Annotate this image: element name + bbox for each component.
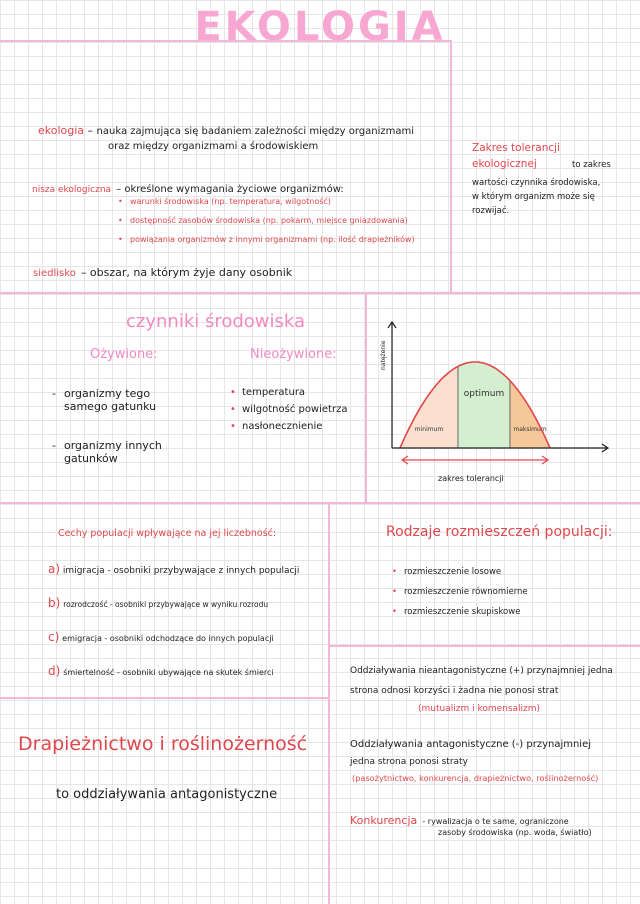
competition-term: Konkurencja <box>350 814 418 827</box>
ekologia-def-1: nauka zajmująca się badaniem zależności między organizmami <box>96 126 415 137</box>
distribution-heading: Rodzaje rozmieszczeń populacji: <box>386 524 613 540</box>
zone-label: minimum <box>414 426 444 433</box>
tolerance-def-3: w którym organizm może się <box>472 192 595 202</box>
nisza-term: nisza ekologiczna <box>32 185 112 195</box>
list-item: • powiązania organizmów z innymi organizmami (np. ilość drapieżników) <box>118 230 415 249</box>
list-item: b) rozrodczość - osobniki przybywające w wyniku rozrodu <box>48 596 269 610</box>
distribution-list <box>392 562 528 622</box>
population-list <box>48 562 299 698</box>
abiotic-items <box>230 384 347 435</box>
factors-heading: czynniki środowiska <box>126 311 306 332</box>
list-item: d) śmiertelność - osobniki ubywające na skutek śmierci <box>48 664 274 678</box>
competition-definition <box>350 809 569 828</box>
zone-label: optimum <box>463 389 505 399</box>
predation-heading: Drapieżnictwo i roślinożerność <box>18 733 308 755</box>
predation-subtext: to oddziaływania antagonistyczne <box>56 787 278 802</box>
nisza-definition: nisza ekologiczna – określone wymagania życiowe organizmów: <box>32 184 344 195</box>
tolerance-chart <box>370 300 632 500</box>
divider <box>328 645 640 647</box>
antag-examples: (pasożytnictwo, konkurencja, drapieżnictwo, roślinożerność) <box>352 773 599 783</box>
tolerance-def-4: rozwijać. <box>472 206 510 216</box>
tolerance-block <box>472 140 632 218</box>
population-heading: Cechy populacji wpływające na jej liczebność: <box>58 528 277 539</box>
tolerance-def-2: wartości czynnika środowiska, <box>472 178 601 188</box>
chart-ylabel: natężenie <box>380 340 387 370</box>
list-item: • rozmieszczenie skupiskowe <box>392 602 528 622</box>
list-item: • rozmieszczenie równomierne <box>392 582 528 602</box>
list-item: • wilgotność powietrza <box>230 401 347 418</box>
non-antag-line-2: strona odnosi korzyści i żadna nie ponosi strat <box>350 686 559 696</box>
nisza-items <box>118 192 415 249</box>
range-arrow <box>402 456 548 464</box>
biotic-items <box>52 387 162 465</box>
divider <box>0 502 640 504</box>
zone-minimum <box>400 366 458 448</box>
list-item: - organizmy tego samego gatunku <box>52 387 164 413</box>
nisza-def: określone wymagania życiowe organizmów: <box>124 184 344 195</box>
ekologia-definition: ekologia – nauka zajmująca się badaniem zależności między organizmami <box>38 124 415 137</box>
divider <box>450 40 452 292</box>
list-item: • temperatura <box>230 384 347 401</box>
tolerance-def-1: to zakres <box>572 160 611 170</box>
list-item: • nasłonecznienie <box>230 418 347 435</box>
list-item: c) emigracja - osobniki odchodzące do innych populacji <box>48 630 274 644</box>
siedlisko-definition: siedlisko – obszar, na którym żyje dany osobnik <box>33 266 293 279</box>
list-item: a) imigracja - osobniki przybywające z innych populacji <box>48 562 300 576</box>
zone-optimum <box>458 362 510 448</box>
abiotic-heading: Nieożywione: <box>250 347 337 362</box>
zone-maksimum <box>510 381 550 448</box>
list-item: • dostępność zasobów środowiska (np. pokarm, miejsce gniazdowania) <box>118 211 415 230</box>
non-antag-examples: (mutualizm i komensalizm) <box>418 704 541 714</box>
biotic-heading: Ożywione: <box>90 347 158 362</box>
divider <box>0 292 640 294</box>
list-item: • warunki środowiska (np. temperatura, wilgotność) <box>118 192 415 211</box>
divider <box>328 502 330 904</box>
chart-xlabel: zakres tolerancji <box>438 474 504 483</box>
non-antag-line-1: Oddziaływania nieantagonistyczne (+) przynajmniej jedna <box>350 666 613 676</box>
ekologia-term: ekologia <box>38 124 85 137</box>
list-item: • rozmieszczenie losowe <box>392 562 528 582</box>
competition-def-1: - rywalizacja o te same, ograniczone <box>422 817 569 826</box>
siedlisko-term: siedlisko <box>33 268 76 279</box>
list-item: - organizmy innych gatunków <box>52 439 164 465</box>
ekologia-def-2: oraz między organizmami a środowiskiem <box>108 141 319 152</box>
zone-label: maksimum <box>513 426 547 433</box>
divider <box>365 292 367 502</box>
tolerance-term: Zakres tolerancji ekologicznej <box>472 142 560 170</box>
antag-line-1: Oddziaływania antagonistyczne (-) przynajmniej <box>350 739 592 750</box>
siedlisko-def: obszar, na którym żyje dany osobnik <box>89 266 293 279</box>
antag-line-2: jedna strona ponosi straty <box>350 757 468 767</box>
competition-def-2: zasoby środowiska (np. woda, światło) <box>438 828 592 837</box>
page-title: EKOLOGIA <box>194 4 446 50</box>
